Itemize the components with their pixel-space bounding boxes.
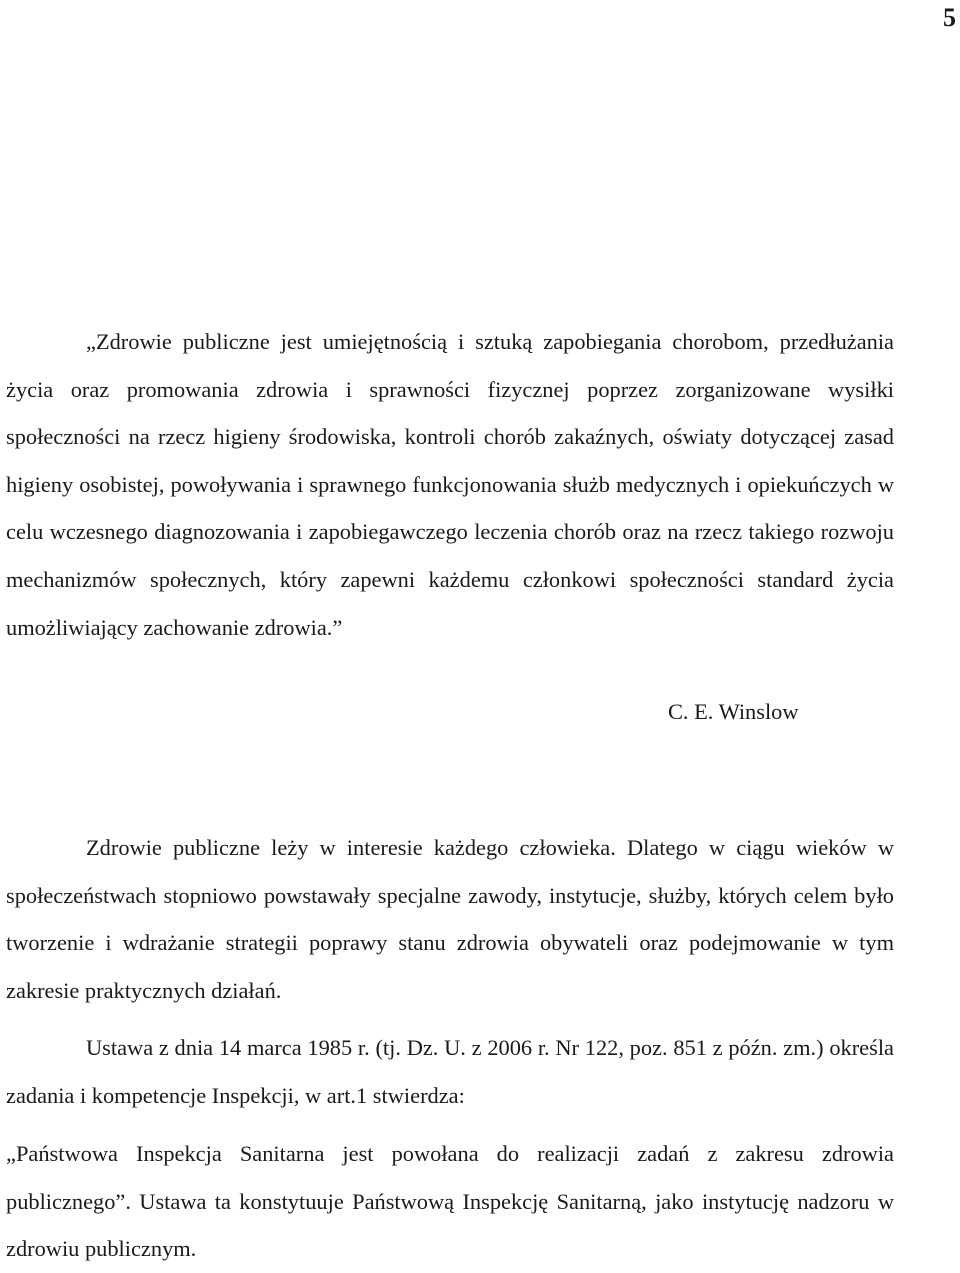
paragraph-public-health-interest: Zdrowie publiczne leży w interesie każdego człowieka. Dlatego w ciągu wieków w społeczeństwach stopniowo powstawały specjalne zawody, instytucje, służby, których celem było tworzenie i wdrażanie strategii poprawy stanu zdrowia obywateli oraz podejmowanie w tym zakresie praktycznych działań. <box>6 835 894 1003</box>
paragraph-act-reference: Ustawa z dnia 14 marca 1985 r. (tj. Dz. U. z 2006 r. Nr 122, poz. 851 z późn. zm.) określa zadania i kompetencje Inspekcji, w art.1 stwierdza: <box>6 1035 894 1108</box>
quote-author: C. E. Winslow <box>668 699 799 724</box>
winslow-quote: „Zdrowie publiczne jest umiejętnością i sztuką zapobiegania chorobom, przedłużania życia oraz promowania zdrowia i sprawności fizycznej poprzez zorganizowane wysiłki społeczności na rzecz higieny środowiska, kontroli chorób zakaźnych, oświaty dotyczącej zasad higieny osobistej, powoływania i sprawnego funkcjonowania służb medycznych i opiekuńczych w celu wczesnego diagnozowania i zapobiegawczego leczenia chorób oraz na rzecz takiego rozwoju mechanizmów społecznych, który zapewni każdemu członkowi społeczności standard życia umożliwiający zachowanie zdrowia.” <box>6 329 894 640</box>
page-number: 5 <box>943 3 956 32</box>
paragraph-sanitary-inspection: „Państwowa Inspekcja Sanitarna jest powołana do realizacji zadań z zakresu zdrowia publicznego”. Ustawa ta konstytuuje Państwową Inspekcję Sanitarną, jako instytucję nadzoru w zdrowiu publicznym. <box>6 1141 894 1262</box>
